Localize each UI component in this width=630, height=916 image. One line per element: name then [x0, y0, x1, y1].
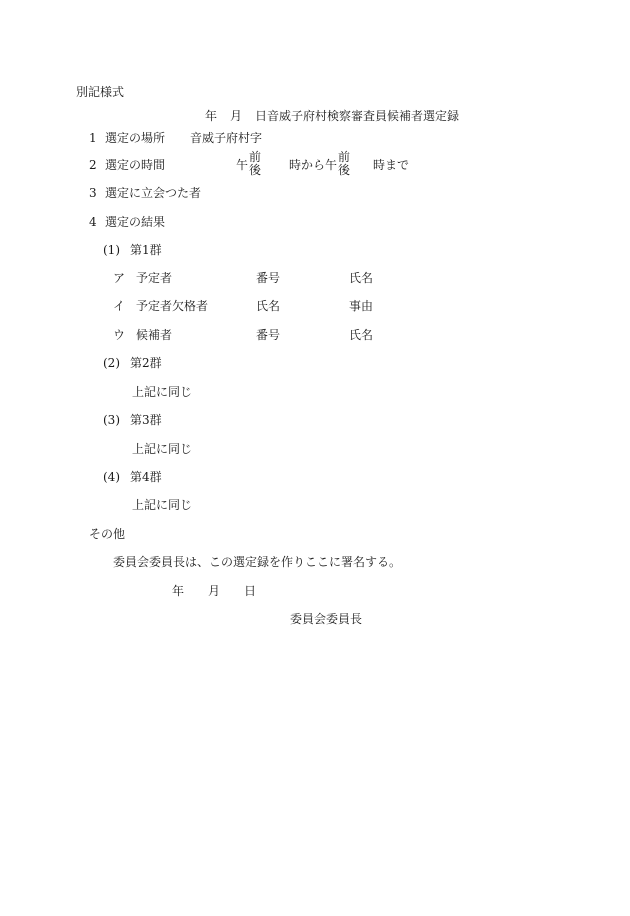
- group-3-label: 第3群: [130, 413, 162, 427]
- row-field-1: 番号: [256, 271, 281, 285]
- row-label: 予定者: [136, 271, 173, 285]
- noon-prefix-1: 午: [236, 158, 249, 172]
- pm-label-1: 後: [248, 163, 261, 177]
- item-3-number: 3: [89, 186, 97, 200]
- am-label-2: 前: [337, 150, 350, 164]
- group-4-note: 上記に同じ: [132, 498, 193, 512]
- row-field-2: 氏名: [349, 328, 374, 342]
- time-from: 時から午: [289, 158, 338, 172]
- item-1-number: 1: [89, 131, 97, 145]
- row-label: 予定者欠格者: [136, 299, 209, 313]
- date-year: 年: [172, 584, 185, 598]
- item-4-label: 選定の結果: [105, 215, 166, 229]
- closing-statement: 委員会委員長は、この選定録を作りここに署名する。: [113, 555, 402, 569]
- row-label: 候補者: [136, 328, 173, 342]
- group-3-number: (3): [103, 413, 120, 427]
- other-label: その他: [89, 527, 126, 541]
- form-label: 別記様式: [76, 85, 125, 99]
- am-label-1: 前: [248, 150, 261, 164]
- group-2-number: (2): [103, 356, 120, 370]
- item-3-label: 選定に立会つた者: [105, 186, 202, 200]
- title-month: 月: [230, 109, 243, 123]
- row-kana: ア: [113, 271, 126, 285]
- pm-label-2: 後: [337, 163, 350, 177]
- group-4-number: (4): [103, 470, 120, 484]
- group-2-label: 第2群: [130, 356, 162, 370]
- row-kana: ウ: [113, 328, 126, 342]
- am-pm-stack-2: [337, 151, 351, 177]
- am-pm-stack-1: [248, 151, 262, 177]
- row-field-2: 事由: [349, 299, 374, 313]
- row-kana: イ: [113, 299, 126, 313]
- item-4-number: 4: [89, 215, 97, 229]
- row-field-2: 氏名: [349, 271, 374, 285]
- title-text: 日音威子府村検察審査員候補者選定録: [255, 109, 460, 123]
- item-1-value: 音威子府村字: [190, 131, 263, 145]
- title-year: 年: [205, 109, 218, 123]
- time-until: 時まで: [373, 158, 410, 172]
- signature-label: 委員会委員長: [290, 612, 363, 626]
- group-1-label: 第1群: [130, 243, 162, 257]
- item-2-label: 選定の時間: [105, 158, 166, 172]
- group-1-number: (1): [103, 243, 120, 257]
- group-3-note: 上記に同じ: [132, 442, 193, 456]
- row-field-1: 氏名: [256, 299, 281, 313]
- item-2-number: 2: [89, 158, 97, 172]
- item-1-label: 選定の場所: [105, 131, 166, 145]
- row-field-1: 番号: [256, 328, 281, 342]
- date-day: 日: [244, 584, 257, 598]
- group-4-label: 第4群: [130, 470, 162, 484]
- group-2-note: 上記に同じ: [132, 385, 193, 399]
- date-month: 月: [208, 584, 221, 598]
